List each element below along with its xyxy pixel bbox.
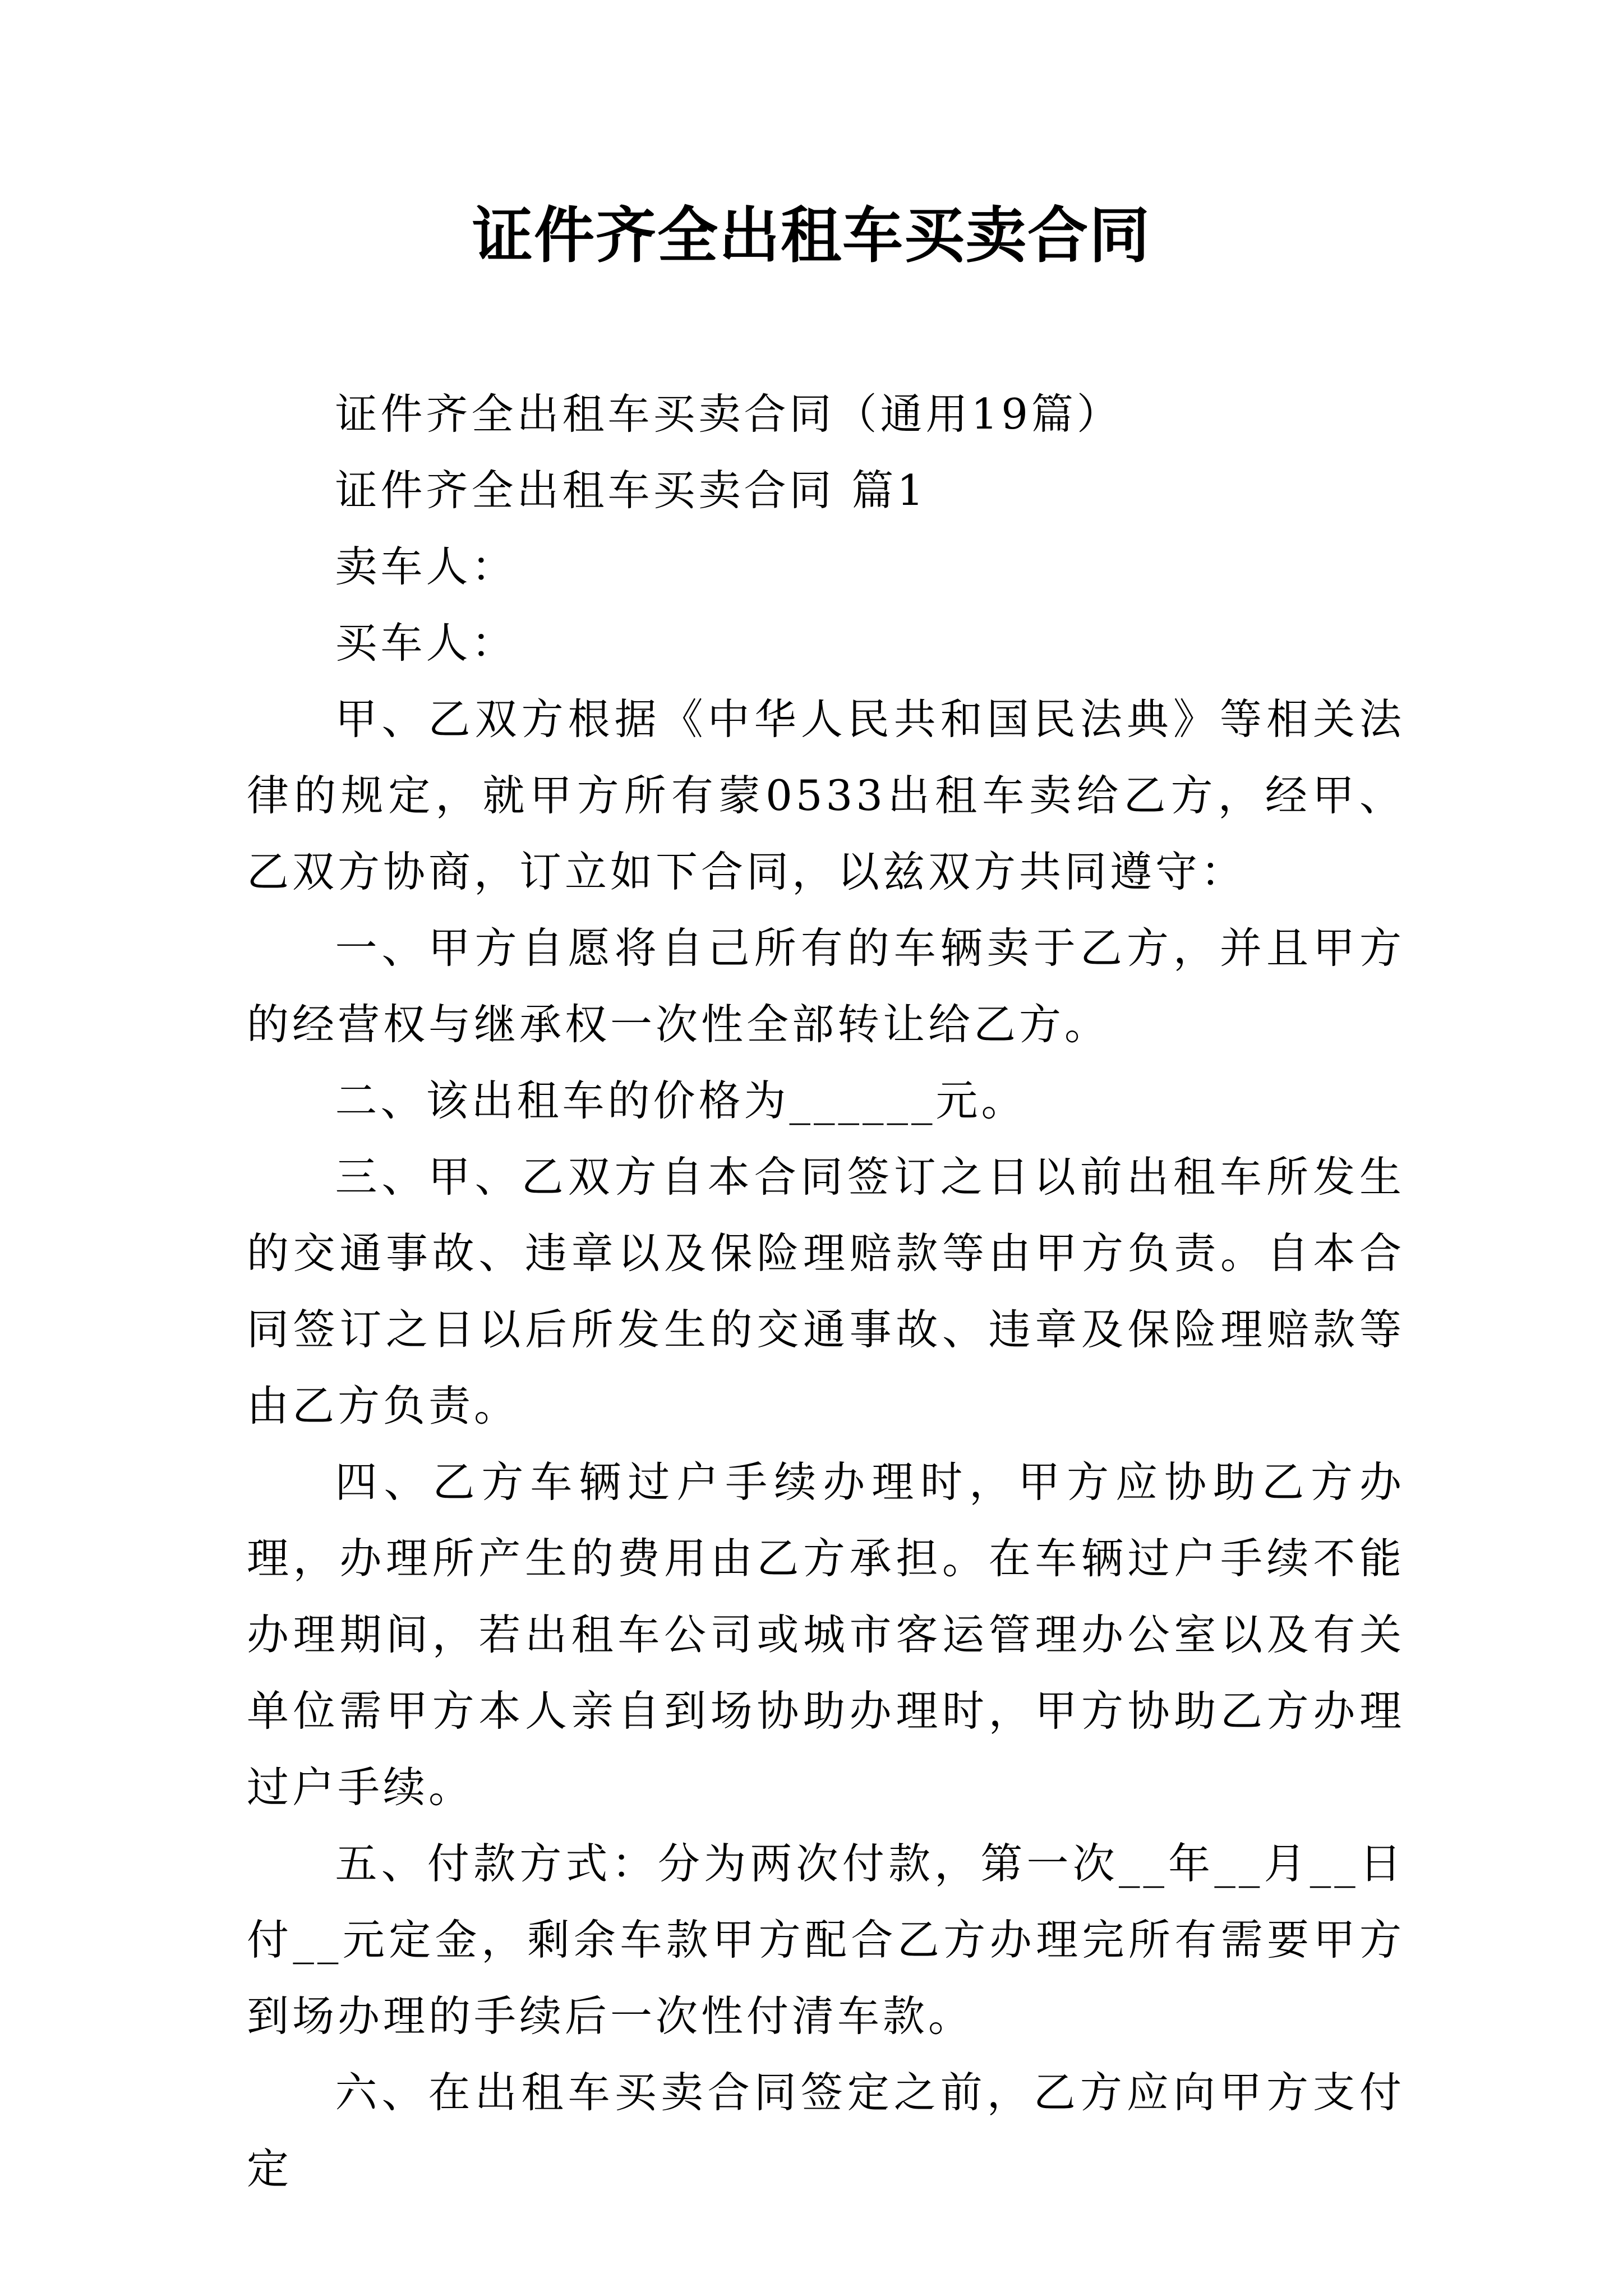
paragraph-clause-6: 六、在出租车买卖合同签定之前，乙方应向甲方支付定	[247, 2068, 1405, 2193]
paragraph-clause-5: 五、付款方式：分为两次付款，第一次__年__月__日付__元定金，剩余车款甲方配合乙方办理完所有需要甲方到场办理的手续后一次性付清车款。	[247, 1839, 1405, 2041]
paragraph-clause-4: 四、乙方车辆过户手续办理时，甲方应协助乙方办理，办理所产生的费用由乙方承担。在车辆过户手续不能办理期间，若出租车公司或城市客运管理办公室以及有关单位需甲方本人亲自到场协助办理时，甲方协助乙方办理过户手续。	[247, 1457, 1405, 1812]
seller-label: 卖车人：	[335, 542, 517, 591]
document-subtitle: 证件齐全出租车买卖合同（通用19篇）	[335, 389, 1122, 439]
document-title: 证件齐全出租车买卖合同	[472, 200, 1151, 271]
paragraph-intro: 甲、乙双方根据《中华人民共和国民法典》等相关法律的规定，就甲方所有蒙0533出租车卖给乙方，经甲、乙双方协商，订立如下合同，以兹双方共同遵守：	[247, 694, 1405, 896]
paragraph-clause-2: 二、该出租车的价格为______元。	[335, 1076, 1027, 1125]
paragraph-clause-1: 一、甲方自愿将自己所有的车辆卖于乙方，并且甲方的经营权与继承权一次性全部转让给乙方。	[247, 923, 1405, 1049]
paragraph-clause-3: 三、甲、乙双方自本合同签订之日以前出租车所发生的交通事故、违章以及保险理赔款等由甲方负责。自本合同签订之日以后所发生的交通事故、违章及保险理赔款等由乙方负责。	[247, 1152, 1405, 1430]
part-heading: 证件齐全出租车买卖合同 篇1	[335, 466, 928, 515]
document-body	[247, 376, 1405, 2207]
buyer-label: 买车人：	[335, 618, 517, 668]
